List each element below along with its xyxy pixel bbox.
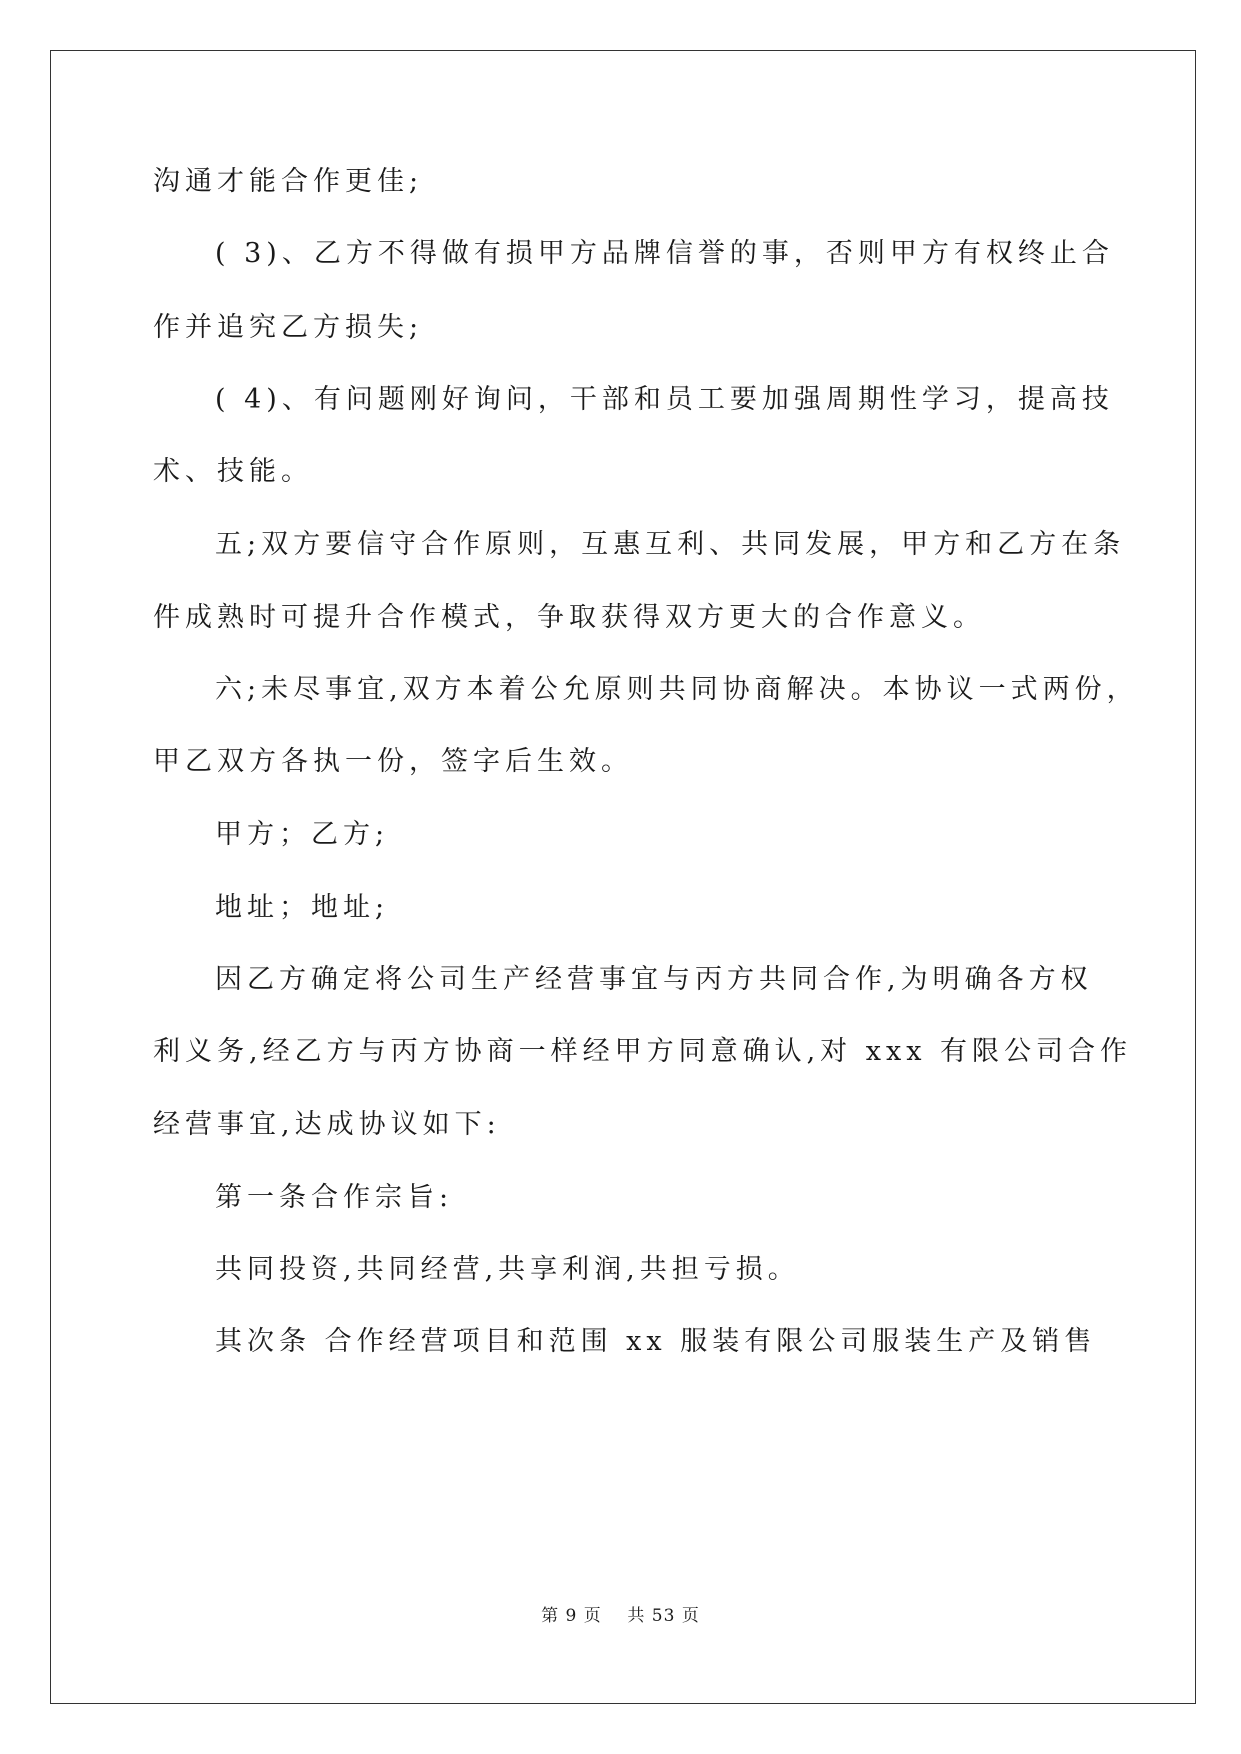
paragraph-line: 利义务,经乙方与丙方协商一样经甲方同意确认,对 xxx 有限公司合作 (153, 1036, 1133, 1067)
paragraph-line: 经营事宜,达成协议如下: (153, 1109, 501, 1140)
paragraph-line: 共同投资,共同经营,共享利润,共担亏损。 (215, 1254, 800, 1285)
paragraph-line: 五;双方要信守合作原则，互惠互利、共同发展，甲方和乙方在条 (215, 529, 1126, 560)
total-pages: 共 53 页 (627, 1606, 700, 1626)
paragraph-line: 甲乙双方各执一份，签字后生效。 (153, 746, 633, 777)
paragraph-line: 作并追究乙方损失; (153, 312, 424, 343)
article-heading: 其次条 合作经营项目和范围 xx 服装有限公司服装生产及销售 (215, 1326, 1097, 1357)
page-number: 第 9 页 (541, 1606, 602, 1626)
paragraph-line: ( 3)、乙方不得做有损甲方品牌信誉的事，否则甲方有权终止合 (215, 238, 1114, 269)
page-border (50, 50, 1196, 1704)
paragraph-line: ( 4)、有问题刚好询问，干部和员工要加强周期性学习，提高技 (215, 384, 1114, 415)
page-footer (0, 1601, 1241, 1626)
paragraph-line: 因乙方确定将公司生产经营事宜与丙方共同合作,为明确各方权 (215, 964, 1093, 995)
party-label-line: 甲方；乙方; (215, 819, 390, 850)
article-heading: 第一条合作宗旨: (215, 1182, 454, 1213)
paragraph-line: 术、技能。 (153, 456, 313, 487)
paragraph-line: 件成熟时可提升合作模式，争取获得双方更大的合作意义。 (153, 602, 985, 633)
address-label-line: 地址；地址; (215, 892, 390, 923)
paragraph-line: 六;未尽事宜,双方本着公允原则共同协商解决。本协议一式两份， (215, 674, 1139, 705)
paragraph-line: 沟通才能合作更佳; (153, 166, 424, 197)
